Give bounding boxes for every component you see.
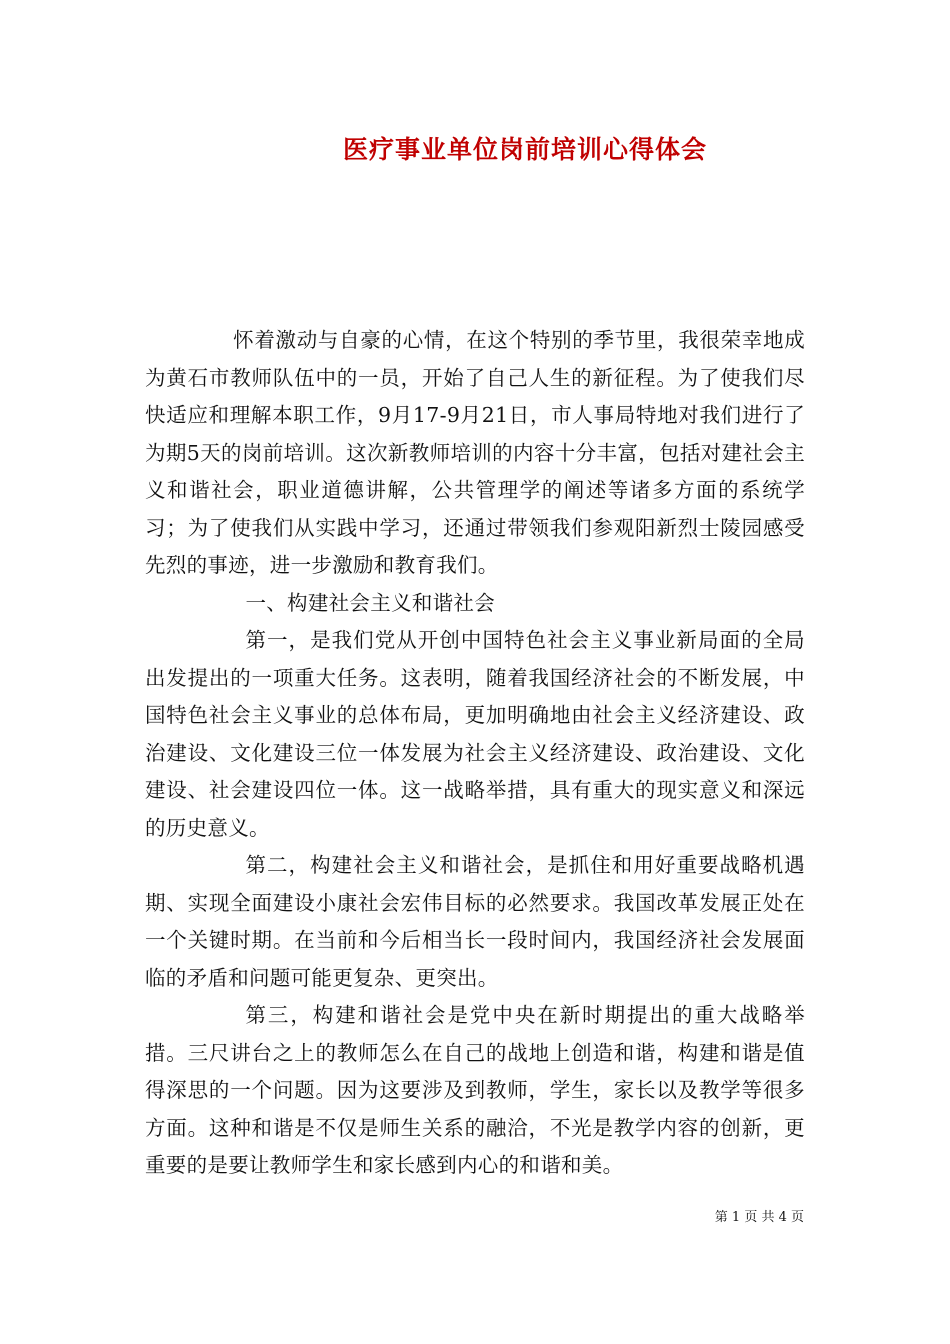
page-number-footer: 第 1 页 共 4 页 [714, 1210, 804, 1225]
section-heading: 一、构建社会主义和谐社会 [245, 590, 496, 615]
paragraph-second: 第二，构建社会主义和谐社会，是抓住和用好重要战略机遇期、实现全面建设小康社会宏伟目标的必然要求。我国改革发展正处在一个关键时期。在当前和今后相当长一段时间内，我国经济社会发展面临的矛盾和问题可能更复杂、更突出。 [145, 853, 805, 990]
paragraph-intro: 怀着激动与自豪的心情，在这个特别的季节里，我很荣幸地成为黄石市教师队伍中的一员，开始了自己人生的新征程。为了使我们尽快适应和理解本职工作，9月17-9月21日，市人事局特地对我们进行了为期5天的岗前培训。这次新教师培训的内容十分丰富，包括对建社会主义和谐社会，职业道德讲解，公共管理学的阐述等诸多方面的系统学习；为了使我们从实践中学习，还通过带领我们参观阳新烈士陵园感受先烈的事迹，进一步激励和教育我们。 [145, 328, 805, 577]
paragraph-first: 第一，是我们党从开创中国特色社会主义事业新局面的全局出发提出的一项重大任务。这表明，随着我国经济社会的不断发展，中国特色社会主义事业的总体布局，更加明确地由社会主义经济建设、政治建设、文化建设三位一体发展为社会主义经济建设、政治建设、文化建设、社会建设四位一体。这一战略举措，具有重大的现实意义和深远的历史意义。 [145, 628, 805, 840]
document-body [145, 322, 805, 1185]
paragraph-third: 第三，构建和谐社会是党中央在新时期提出的重大战略举措。三尺讲台之上的教师怎么在自己的战地上创造和谐，构建和谐是值得深思的一个问题。因为这要涉及到教师，学生，家长以及教学等很多方面。这种和谐是不仅是师生关系的融洽，不光是教学内容的创新，更重要的是要让教师学生和家长感到内心的和谐和美。 [145, 1003, 805, 1177]
document-title: 医疗事业单位岗前培训心得体会 [342, 135, 707, 164]
